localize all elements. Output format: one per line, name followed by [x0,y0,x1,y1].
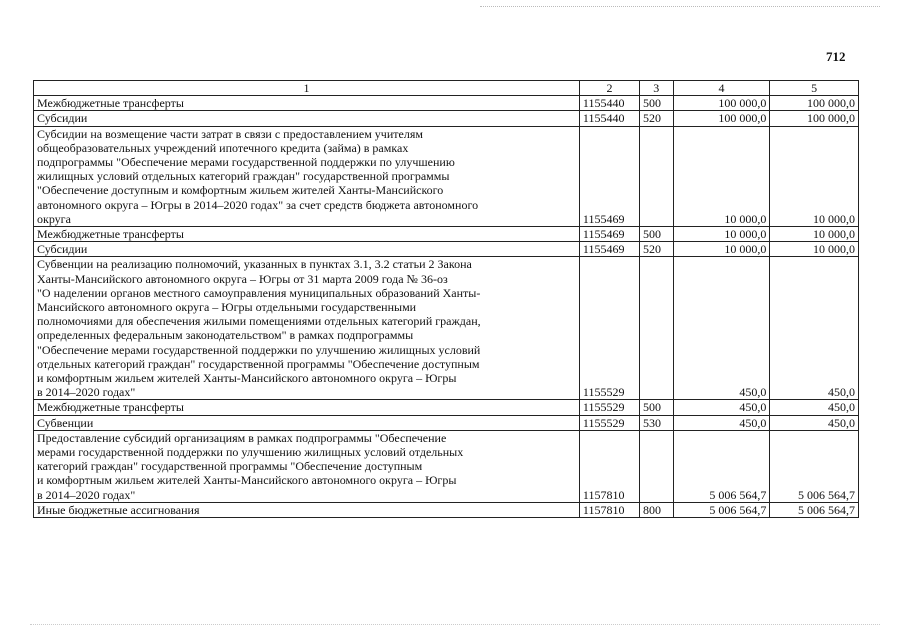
row-code: 1157810 [579,430,639,502]
row-name: Предоставление субсидий организациям в рамках подпрограммы "Обеспечение мерами государственной поддержки по улучшению жилищных условий отдельных категорий граждан" государственной программы "Обеспечение доступным и комфортным жильем жителей Ханты-Мансийского автономного округа – Югры в 2014–2020 годах" [34,430,580,502]
row-code: 1155440 [579,96,639,111]
header-col-4: 4 [673,81,770,96]
table-row [34,415,859,430]
table-row [34,111,859,126]
header-col-5: 5 [770,81,859,96]
row-name: Межбюджетные трансферты [34,96,580,111]
row-value-5: 450,0 [770,257,859,400]
row-code: 1155469 [579,126,639,226]
row-type [640,126,674,226]
row-value-5: 450,0 [770,415,859,430]
row-type: 500 [640,96,674,111]
row-value-5: 10 000,0 [770,227,859,242]
row-value-4: 10 000,0 [673,227,770,242]
row-name: Иные бюджетные ассигнования [34,502,580,517]
table-row [34,227,859,242]
page-number: 712 [826,49,846,64]
table-row [34,257,859,400]
row-value-5: 5 006 564,7 [770,502,859,517]
row-name: Субсидии [34,111,580,126]
row-value-4: 450,0 [673,400,770,415]
scan-artifact-top [480,6,880,8]
scan-artifact-bottom [30,624,880,626]
row-type [640,257,674,400]
row-value-4: 100 000,0 [673,111,770,126]
row-value-4: 10 000,0 [673,126,770,226]
row-type: 530 [640,415,674,430]
table-row [34,126,859,226]
row-name: Межбюджетные трансферты [34,400,580,415]
row-name: Субвенции на реализацию полномочий, указанных в пунктах 3.1, 3.2 статьи 2 Закона Ханты-Мансийского автономного округа – Югры от 31 марта 2009 года № 36-оз "О наделении органов местного самоуправления муниципальных образований Ханты- Мансийского автономного округа – Югры отдельными государственными полномочиями для обеспечения жилыми помещениями отдельных категорий граждан, определенных федеральным законодательством" в рамках подпрограммы "Обеспечение мерами государственной поддержки по улучшению жилищных условий отдельных категорий граждан" государственной программы "Обеспечение доступным и комфортным жильем жителей Ханты-Мансийского автономного округа – Югры в 2014–2020 годах" [34,257,580,400]
table-row [34,502,859,517]
table-row [34,400,859,415]
header-col-3: 3 [640,81,674,96]
row-value-5: 10 000,0 [770,126,859,226]
row-type: 800 [640,502,674,517]
table-row [34,96,859,111]
row-value-4: 5 006 564,7 [673,430,770,502]
row-type: 500 [640,227,674,242]
row-name: Межбюджетные трансферты [34,227,580,242]
row-type: 520 [640,111,674,126]
row-value-5: 10 000,0 [770,242,859,257]
row-code: 1155440 [579,111,639,126]
row-code: 1157810 [579,502,639,517]
budget-table [33,80,859,518]
row-code: 1155529 [579,400,639,415]
header-col-2: 2 [579,81,639,96]
row-value-4: 450,0 [673,415,770,430]
row-type: 500 [640,400,674,415]
row-value-4: 10 000,0 [673,242,770,257]
row-name: Субсидии [34,242,580,257]
row-code: 1155469 [579,227,639,242]
row-name: Субсидии на возмещение части затрат в связи с предоставлением учителям общеобразовательных учреждений ипотечного кредита (займа) в рамках подпрограммы "Обеспечение мерами государственной поддержки по улучшению жилищных условий отдельных категорий граждан" государственной программы "Обеспечение доступным и комфортным жильем жителей Ханты-Мансийского автономного округа – Югры в 2014–2020 годах" за счет средств бюджета автономного округа [34,126,580,226]
row-value-5: 100 000,0 [770,96,859,111]
row-code: 1155469 [579,242,639,257]
row-value-4: 450,0 [673,257,770,400]
row-code: 1155529 [579,415,639,430]
table-row [34,242,859,257]
row-value-5: 5 006 564,7 [770,430,859,502]
header-col-1: 1 [34,81,580,96]
table-row [34,430,859,502]
row-code: 1155529 [579,257,639,400]
table-header-row [34,81,859,96]
row-type [640,430,674,502]
row-name: Субвенции [34,415,580,430]
row-type: 520 [640,242,674,257]
row-value-4: 100 000,0 [673,96,770,111]
row-value-5: 450,0 [770,400,859,415]
row-value-4: 5 006 564,7 [673,502,770,517]
row-value-5: 100 000,0 [770,111,859,126]
